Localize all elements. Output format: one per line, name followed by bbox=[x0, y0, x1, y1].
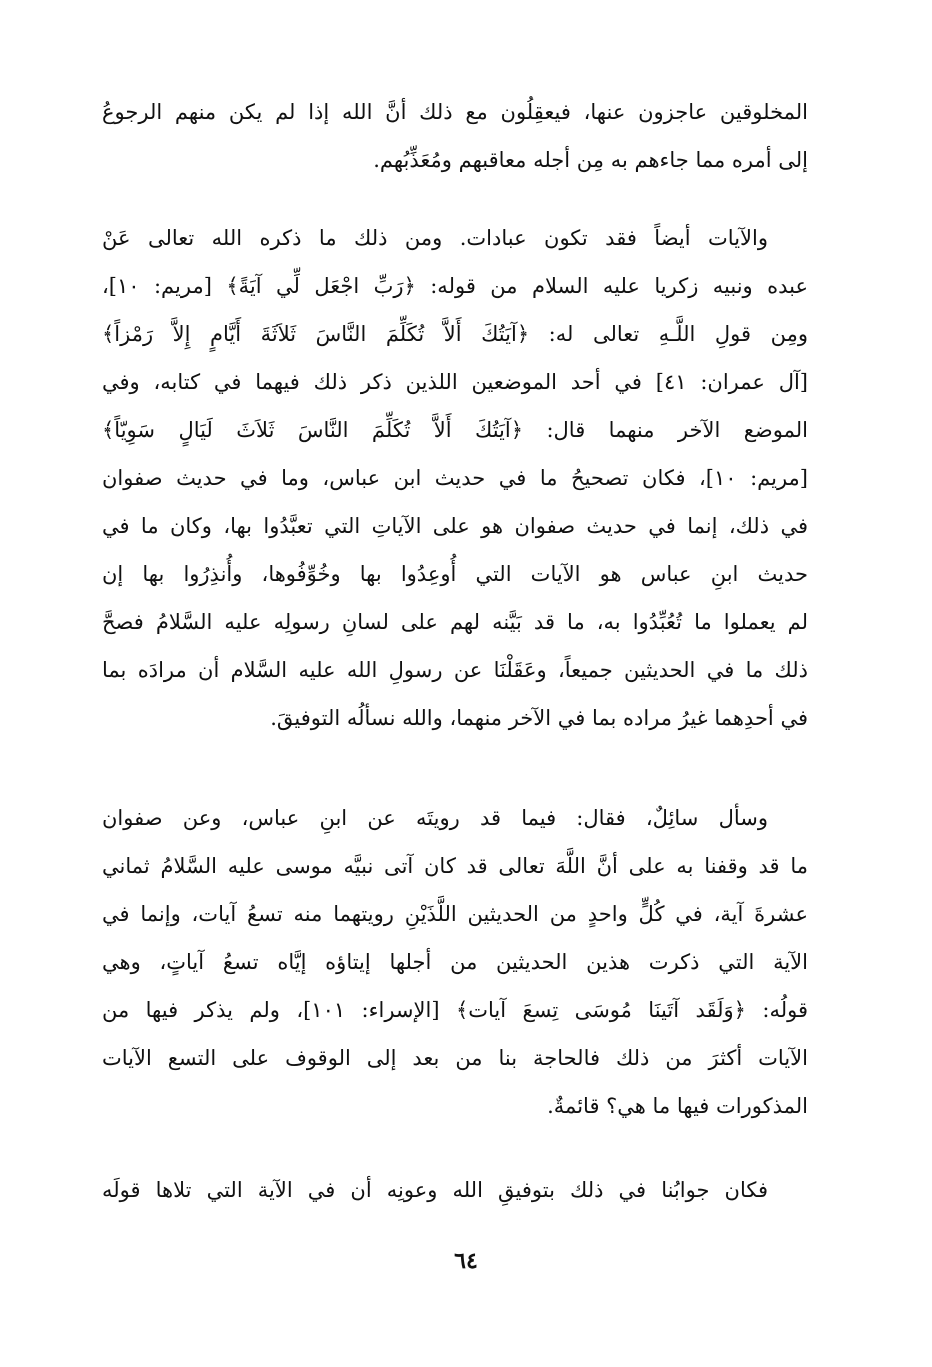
paragraph-3 bbox=[102, 794, 808, 1130]
text-line: في أحدِهما غيرُ مراده بما في الآخر منهما، والله نسألُه التوفيقَ. bbox=[270, 706, 808, 730]
text-line: [مريم: ١٠]، فكان تصحيحُ ما في حديث ابن عباس، وما في حديث صفوان bbox=[102, 466, 808, 490]
text-line: المخلوقين عاجزون عنها، فيعقِلُون مع ذلك أنَّ الله إذا لم يكن منهم الرجوعُ bbox=[102, 100, 808, 124]
text-line: ذلك ما في الحديثين جميعاً، وعَقَلْنَا عن رسولِ الله عليه السَّلام أن مرادَه بما bbox=[102, 658, 808, 682]
text-line: عشرةَ آية، في كُلٍّ واحدٍ من الحديثين اللَّذَيْنِ رويتهما منه تسعُ آيات، وإنما في bbox=[102, 902, 808, 926]
paragraph-2 bbox=[102, 214, 808, 742]
text-line: [آل عمران: ٤١] في أحد الموضعين اللذين ذكر ذلك فيهما في كتابه، وفي bbox=[102, 370, 808, 394]
text-line: حديث ابنِ عباس هو الآيات التي أُوعِدُوا بها وخُوِّفُوها، وأُنذِرُوا بها إن bbox=[102, 562, 808, 586]
text-line: الآية التي ذكرت هذين الحديثين من أجلها إيتاؤه إيَّاه تسعُ آياتٍ، وهي bbox=[102, 950, 808, 974]
text-line: والآيات أيضاً فقد تكون عبادات. ومن ذلك ما ذكره الله تعالى عَنْ bbox=[102, 226, 768, 250]
text-line: قولُه: ﴿وَلَقَد آتَينَا مُوسَى تِسعَ آيات﴾ [الإسراء: ١٠١]، ولم يذكر فيها من bbox=[102, 998, 808, 1022]
text-line: وسأل سائِلٌ، فقال: فيما قد رويتَه عن ابنِ عباس، وعن صفوان bbox=[102, 806, 768, 830]
text-line: إلى أمره مما جاءهم به مِن أجله معاقبهم ومُعَذِّبُهم. bbox=[373, 148, 808, 172]
paragraph-4 bbox=[102, 1166, 808, 1214]
text-line: لم يعملوا ما تُعُبِّدُوا به، ما قد بَيَّنه لهم على لسانِ رسولِه عليه السَّلامُ فصحَّ bbox=[102, 610, 808, 634]
text-line: عبده ونبيه زكريا عليه السلام من قوله: ﴿رَبِّ اجْعَل لِّي آيَةً﴾ [مريم: ١٠]، bbox=[102, 274, 808, 298]
text-line: فكان جوابُنا في ذلك بتوفيقِ الله وعونِه أن في الآية التي تلاها قولَه bbox=[102, 1178, 768, 1202]
text-line: ومِن قولِ اللَّـهِ تعالى له: ﴿آيَتُكَ أَلاَّ تُكَلِّمَ النَّاسَ ثَلاَثَةَ أَيَّامٍ إِلاَّ رَمْزاً﴾ bbox=[102, 322, 808, 346]
paragraph-1 bbox=[102, 88, 808, 184]
text-line: المذكورات فيها ما هي؟ قائمةٌ. bbox=[547, 1094, 808, 1118]
text-line: ما قد وقفنا به على أنَّ اللَّهَ تعالى قد كان آتى نبيَّه موسى عليه السَّلامُ ثماني bbox=[102, 854, 808, 878]
page-number: ٦٤ bbox=[454, 1248, 478, 1274]
text-line: الآيات أكثرَ من ذلك فالحاجة بنا من بعد إلى الوقوف على التسع الآيات bbox=[102, 1046, 808, 1070]
text-line: في ذلك، إنما في حديث صفوان هو على الآياتِ التي تعبَّدُوا بها، وكان ما في bbox=[102, 514, 808, 538]
text-line: الموضع الآخر منهما قال: ﴿آيَتُكَ أَلاَّ تُكَلِّمَ النَّاسَ ثَلاَثَ لَيَالٍ سَوِيّاً﴾ bbox=[102, 418, 808, 442]
